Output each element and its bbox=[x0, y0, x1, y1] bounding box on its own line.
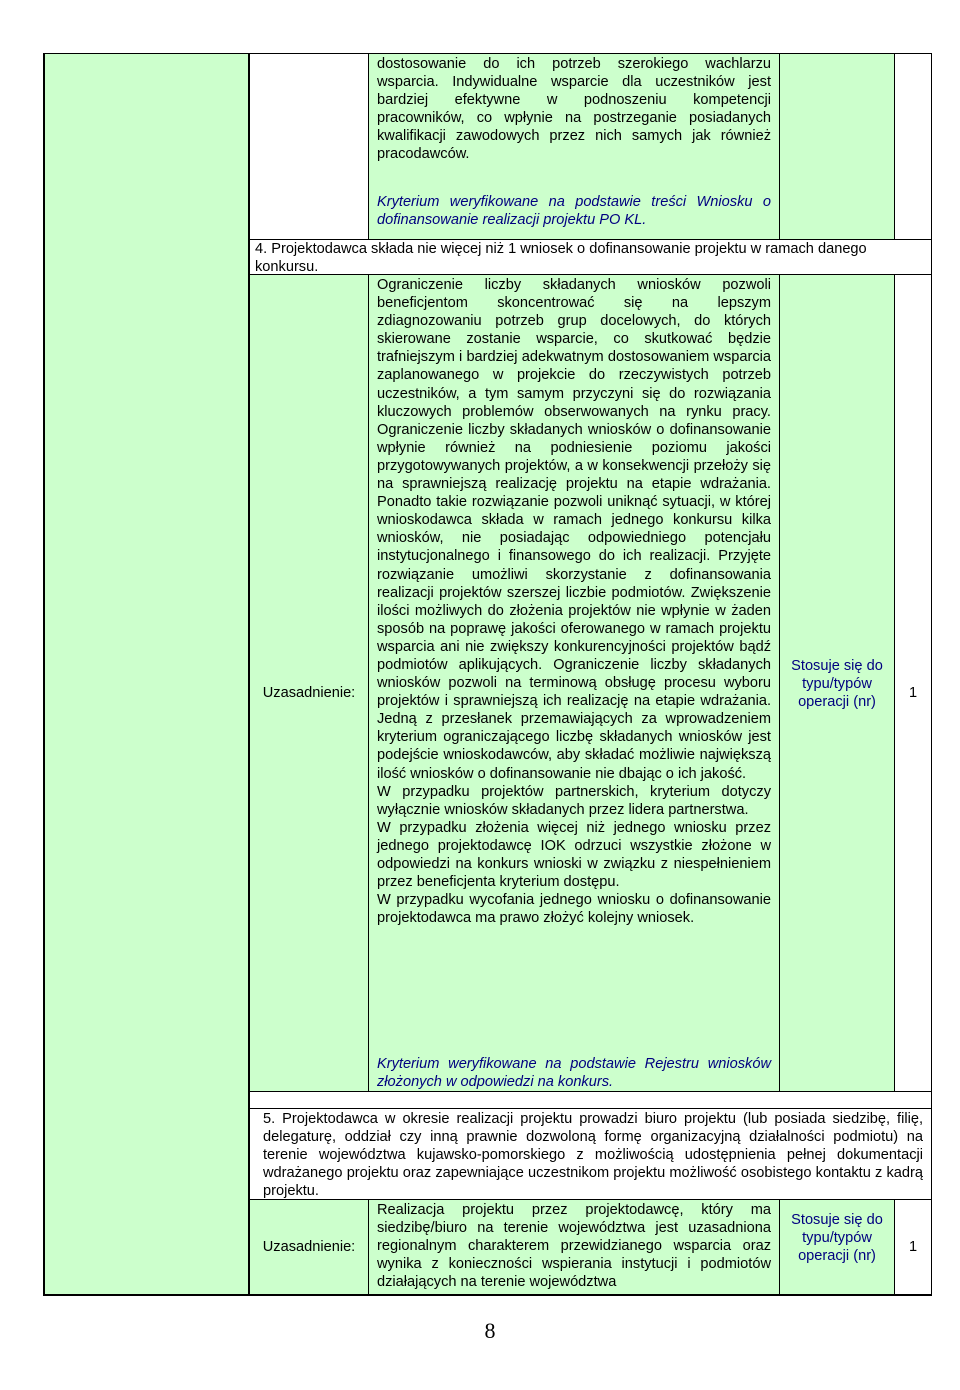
block1-verification: Kryterium weryfikowane na podstawie treści Wniosku o dofinansowanie realizacji projektu PO KL. bbox=[377, 194, 771, 229]
border-label-right-c5 bbox=[368, 1200, 369, 1294]
c4-label-cell bbox=[249, 275, 369, 1091]
criterion5-applies: Stosuje się do typu/typów operacji (nr) bbox=[791, 1212, 883, 1265]
criterion4-paragraph-3: W przypadku złożenia więcej niż jednego wniosku przez jednego projektodawcę IOK odrzuci wszystkie złożone w odpowiedzi na konkurs wnioski w związku z niespełnieniem przez beneficjenta kryterium dostępu. bbox=[377, 819, 771, 891]
criterion4-label: Uzasadnienie: bbox=[262, 685, 356, 701]
border-text-right-c5 bbox=[779, 1200, 780, 1294]
border-outer-left bbox=[43, 53, 45, 1296]
criterion4-verification: Kryterium weryfikowane na podstawie Rejestru wniosków złożonych w odpowiedzi na konkurs. bbox=[377, 1056, 771, 1091]
block1-body: dostosowanie do ich potrzeb szerokiego wachlarzu wsparcia. Indywidualne wsparcie dla uczestników jest bardziej efektywne w podnoszeniu kompetencji pracowników, co wpłynie na postrzeganie posiadanych kwalifikacji zawodowych przez nich samych jak również pracodawców. bbox=[377, 56, 771, 163]
criterion4-paragraph-4: W przypadku wycofania jednego wniosku o dofinansowanie projektodawca ma prawo złożyć kolejny wniosek. bbox=[377, 892, 771, 927]
criterion5-number: 1 bbox=[908, 1239, 918, 1255]
border-text-right-b1 bbox=[779, 54, 780, 240]
criterion4-number: 1 bbox=[908, 685, 918, 701]
criterion4-paragraph-2: W przypadku projektów partnerskich, kryterium dotyczy wyłącznie wniosków składanych przez lidera partnerstwa. bbox=[377, 783, 771, 818]
criterion4-body bbox=[377, 276, 771, 927]
criterion4-heading: 4. Projektodawca składa nie więcej niż 1 wniosek o dofinansowanie projektu w ramach danego konkursu. bbox=[255, 241, 867, 276]
criterion5-label: Uzasadnienie: bbox=[262, 1239, 356, 1255]
block1-applies-cell bbox=[779, 54, 895, 240]
border-top bbox=[43, 53, 932, 54]
border-applies-right-b1 bbox=[894, 54, 895, 240]
criterion4-applies: Stosuje się do typu/typów operacji (nr) bbox=[791, 658, 883, 711]
criterion5-heading: 5. Projektodawca w okresie realizacji projektu prowadzi biuro projektu (lub posiada siedzibę, filię, delegaturę, oddział czy inną prawnie dozwoloną formę organizacyjną działalności podmiotu) na terenie województwa kujawsko-pomorskiego z możliwością udostępnienia pełnej dokumentacji wdrażanego projektu oraz zapewniające uczestnikom projektu możliwość osobistego kontaktu z kadrą projektu. bbox=[263, 1111, 923, 1200]
border-text-right-c4 bbox=[779, 275, 780, 1091]
criterion4-paragraph-1: Ograniczenie liczby składanych wniosków pozwoli beneficjentom skoncentrować się na lepszym zdiagnozowaniu potrzeb grup docelowych, do których skierowane zostanie wsparcie, co skutkować będzie trafniejszym i bardziej adekwatnym dostosowaniem wsparcia zaplanowanego w projekcie do rzeczywistych potrzeb uczestników, a tym samym przyczyni się do rozwiązania kluczowych problemów obserwowanych na rynku pracy. Ograniczenie liczby składanych wniosków o dofinansowanie wpłynie również na podniesienie poziomu jakości przygotowywanych projektów, a w konsekwencji przełoży się na sprawniejszą realizację projektu na etapie wdrażania. Ponadto takie rozwiązanie pozwoli uniknąć sytuacji, w której wnioskodawca składa w ramach jednego konkursu kilka wniosków, nie posiadając odpowiedniego potencjału instytucjonalnego i finansowego do ich realizacji. Przyjęte rozwiązanie umożliwi skorzystanie z dofinansowania realizacji projektów szerszej liczbie podmiotów. Zwiększenie ilości możliwych do złożenia projektów nie wpłynie w żaden sposób na poprawę jakości oferowanego w ramach projektu wsparcia ani nie zwiększy konkurencyjności projektów bądź podmiotów aplikujących. Ograniczenie liczby składanych wniosków pozwoli na terminową obsługę procesu wyboru projektów i sprawniejszą ich realizację na etapie wdrażania. Jedną z przesłanek przemawiających za wprowadzeniem kryterium ograniczającego liczbę składanych wniosków jest podejście wnioskodawców, aby składać możliwie największą ilość wniosków o dofinansowanie nie dbając o ich jakość. bbox=[377, 277, 771, 782]
border-c5-head-top bbox=[249, 1108, 932, 1109]
border-label-right-c4 bbox=[368, 275, 369, 1091]
page-number: 8 bbox=[484, 1318, 496, 1343]
criterion5-body: Realizacja projektu przez projektodawcę, który ma siedzibę/biuro na terenie województwa jest uzasadniona regionalnym charakterem przewidzianego wsparcia oraz wynika z konieczności wspierania instytucji i podmiotów działających na terenie województwa bbox=[377, 1202, 771, 1291]
border-applies-right-c4 bbox=[894, 275, 895, 1091]
border-label-right-b1 bbox=[368, 54, 369, 240]
border-bottom bbox=[43, 1294, 932, 1296]
left-margin-column bbox=[44, 54, 249, 1294]
